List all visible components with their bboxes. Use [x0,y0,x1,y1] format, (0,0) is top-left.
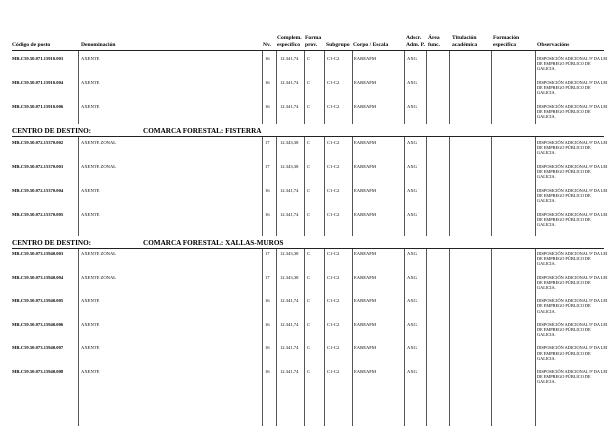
cell-corpo: EAREAFM [354,140,376,145]
cell-adscripcion: AXG [407,212,417,217]
cell-complemento: 12.341,74 [280,212,299,217]
cell-code: MR.C59.50.072.15370.004 [12,188,64,193]
cell-code: MR.C59.50.072.15370.003 [12,164,64,169]
cell-nivel: 16 [265,321,270,327]
cell-denominacion: AXENTE [81,321,100,327]
cell-corpo: EAREAFM [354,80,376,85]
cell-subgrupo: C1-C2 [327,369,340,374]
header-formacion-line1: Formación [493,35,520,41]
table-row [0,298,615,322]
header-denominacion: Denominación [81,42,116,48]
cell-observaciones: DISPOSICIÓN ADICIONAL 9ª DA LEI DE EMPREGO PÚBLICO DE GALICIA. [537,80,608,96]
cell-nivel: 16 [265,212,270,217]
table-row [0,251,615,275]
cell-observaciones: DISPOSICIÓN ADICIONAL 9ª DA LEI DE EMPREGO PÚBLICO DE GALICIA. [537,212,608,228]
cell-forma: C [307,104,311,109]
cell-subgrupo: C1-C2 [327,188,340,193]
cell-forma: C [307,274,311,280]
header-forma-line1: Forma [305,35,322,41]
cell-forma: C [307,56,311,61]
cell-nivel: 17 [265,140,270,145]
cell-code: MR.C59.50.073.15940.008 [12,369,64,374]
cell-code: MR.C59.50.072.15370.005 [12,212,64,217]
cell-complemento: 12.343,38 [280,274,299,280]
header-complemento-line2: específico [277,42,300,48]
cell-observaciones: DISPOSICIÓN ADICIONAL 9ª DA LEI DE EMPREGO PÚBLICO DE GALICIA. [537,140,608,156]
header-titulacion-line1: Titulación [452,35,477,41]
cell-complemento: 12.341,74 [280,80,299,85]
cell-complemento: 12.341,74 [280,56,299,61]
cell-corpo: EAREAFM [354,369,376,374]
cell-adscripcion: AXG [407,321,417,327]
cell-adscripcion: AXG [407,188,417,193]
header-codigo: Código de posto [12,42,51,48]
cell-denominacion: AXENTE [81,345,100,351]
cell-forma: C [307,321,311,327]
cell-nivel: 17 [265,251,270,256]
section-label-xallas-muros: CENTRO DE DESTINO: [12,239,92,247]
cell-denominacion: AXENTE [81,369,100,374]
cell-denominacion: AXENTE [81,80,100,85]
cell-code: MR.C59.50.073.15940.006 [12,321,64,327]
cell-observaciones: DISPOSICIÓN ADICIONAL 9ª DA LEI DE EMPREGO PÚBLICO DE GALICIA. [537,104,608,120]
cell-observaciones: DISPOSICIÓN ADICIONAL 9ª DA LEI DE EMPREGO PÚBLICO DE GALICIA. [537,188,608,204]
cell-adscripcion: AXG [407,104,417,109]
header-adscr-line1: Adscr. [406,35,422,41]
header-adscr-line2: Adm. P. [406,42,425,48]
header-nivel: Nv. [263,42,271,48]
table-row [0,322,615,346]
cell-subgrupo: C1-C2 [327,140,340,145]
cell-adscripcion: AXG [407,164,417,169]
cell-denominacion: AXENTE ZONAL [81,164,117,169]
cell-observaciones: DISPOSICIÓN ADICIONAL 9ª DA LEI DE EMPREGO PÚBLICO DE GALICIA. [537,164,608,180]
cell-corpo: EAREAFM [354,164,376,169]
cell-corpo: EAREAFM [354,321,376,327]
cell-nivel: 16 [265,298,270,304]
cell-corpo: EAREAFM [354,345,376,351]
cell-forma: C [307,251,311,256]
header-titulacion-line2: académica [452,42,478,48]
cell-complemento: 12.341,74 [280,345,299,351]
cell-subgrupo: C1-C2 [327,56,340,61]
cell-observaciones: DISPOSICIÓN ADICIONAL 9ª DA LEI DE EMPREGO PÚBLICO DE GALICIA. [537,298,608,314]
cell-nivel: 17 [265,164,270,169]
cell-denominacion: AXENTE ZONAL [81,140,117,145]
cell-complemento: 12.343,38 [280,140,299,145]
header-subgrupo: Subgrupo [326,42,350,48]
section-value-fisterra: COMARCA FORESTAL: FISTERRA [143,127,262,135]
table-row [0,140,615,164]
cell-nivel: 16 [265,104,270,109]
cell-observaciones: DISPOSICIÓN ADICIONAL 9ª DA LEI DE EMPREGO PÚBLICO DE GALICIA. [537,274,608,290]
table-row [0,56,615,80]
cell-forma: C [307,140,311,145]
cell-complemento: 12.341,74 [280,188,299,193]
section-label-fisterra: CENTRO DE DESTINO: [12,127,92,135]
cell-code: MR.C59.50.071.15910.006 [12,104,64,109]
cell-forma: C [307,212,311,217]
cell-observaciones: DISPOSICIÓN ADICIONAL 9ª DA LEI DE EMPREGO PÚBLICO DE GALICIA. [537,56,608,72]
header-formacion-line2: específica [493,42,516,48]
table-row [0,164,615,188]
section-rule-xallas-muros [12,248,604,249]
cell-denominacion: AXENTE [81,104,100,109]
cell-forma: C [307,164,311,169]
table-row [0,212,615,236]
table-row [0,369,615,393]
cell-adscripcion: AXG [407,251,417,256]
cell-adscripcion: AXG [407,56,417,61]
cell-forma: C [307,298,311,304]
cell-denominacion: AXENTE [81,56,100,61]
cell-denominacion: AXENTE ZONAL [81,274,117,280]
cell-subgrupo: C1-C2 [327,212,340,217]
cell-subgrupo: C1-C2 [327,345,340,351]
table-row [0,275,615,299]
cell-corpo: EAREAFM [354,251,376,256]
cell-code: MR.C59.50.073.15940.007 [12,345,64,351]
cell-subgrupo: C1-C2 [327,298,340,304]
header-area-line2: func. [428,42,440,48]
header-complemento-line1: Complem. [277,35,302,41]
cell-corpo: EAREAFM [354,188,376,193]
header-area-line1: Área [428,35,440,41]
cell-subgrupo: C1-C2 [327,321,340,327]
table-row [0,104,615,128]
cell-adscripcion: AXG [407,369,417,374]
cell-subgrupo: C1-C2 [327,274,340,280]
cell-code: MR.C59.50.073.15940.005 [12,298,64,304]
cell-nivel: 16 [265,345,270,351]
cell-complemento: 12.343,38 [280,251,299,256]
cell-complemento: 12.341,74 [280,104,299,109]
cell-forma: C [307,80,311,85]
cell-forma: C [307,188,311,193]
cell-nivel: 16 [265,188,270,193]
cell-subgrupo: C1-C2 [327,251,340,256]
cell-code: MR.C59.50.073.15940.003 [12,251,64,256]
header-rule [12,50,604,51]
cell-observaciones: DISPOSICIÓN ADICIONAL 9ª DA LEI DE EMPREGO PÚBLICO DE GALICIA. [537,321,608,338]
cell-subgrupo: C1-C2 [327,80,340,85]
header-corpo: Corpo / Escala [353,42,389,48]
cell-observaciones: DISPOSICIÓN ADICIONAL 9ª DA LEI DE EMPREGO PÚBLICO DE GALICIA. [537,251,608,267]
cell-corpo: EAREAFM [354,56,376,61]
section-value-xallas-muros: COMARCA FORESTAL: XALLAS-MUROS [143,239,284,247]
table-row [0,345,615,369]
section-rule-fisterra [12,136,604,137]
cell-observaciones: DISPOSICIÓN ADICIONAL 9ª DA LEI DE EMPREGO PÚBLICO DE GALICIA. [537,369,608,385]
cell-code: MR.C59.50.071.15910.003 [12,56,64,61]
cell-denominacion: AXENTE [81,298,100,304]
header-observaciones: Observacións [537,42,570,48]
cell-adscripcion: AXG [407,274,417,280]
cell-corpo: EAREAFM [354,104,376,109]
cell-nivel: 17 [265,274,270,280]
header-forma-line2: prov. [305,42,318,48]
cell-complemento: 12.341,74 [280,321,299,327]
cell-subgrupo: C1-C2 [327,164,340,169]
cell-complemento: 12.341,74 [280,298,299,304]
cell-nivel: 16 [265,56,270,61]
cell-complemento: 12.343,38 [280,164,299,169]
cell-subgrupo: C1-C2 [327,104,340,109]
cell-adscripcion: AXG [407,80,417,85]
cell-forma: C [307,369,311,374]
cell-nivel: 16 [265,369,270,374]
cell-corpo: EAREAFM [354,298,376,304]
cell-denominacion: AXENTE [81,212,100,217]
cell-forma: C [307,345,311,351]
cell-adscripcion: AXG [407,345,417,351]
table-row [0,188,615,212]
cell-complemento: 12.341,74 [280,369,299,374]
cell-denominacion: AXENTE ZONAL [81,251,117,256]
cell-corpo: EAREAFM [354,212,376,217]
cell-code: MR.C59.50.072.15370.002 [12,140,64,145]
cell-denominacion: AXENTE [81,188,100,193]
cell-adscripcion: AXG [407,298,417,304]
cell-observaciones: DISPOSICIÓN ADICIONAL 9ª DA LEI DE EMPREGO PÚBLICO DE GALICIA. [537,345,608,361]
cell-adscripcion: AXG [407,140,417,145]
cell-code: MR.C59.50.071.15910.004 [12,80,64,85]
cell-nivel: 16 [265,80,270,85]
table-row [0,80,615,104]
cell-corpo: EAREAFM [354,274,376,280]
cell-code: MR.C59.50.073.15940.004 [12,274,64,280]
